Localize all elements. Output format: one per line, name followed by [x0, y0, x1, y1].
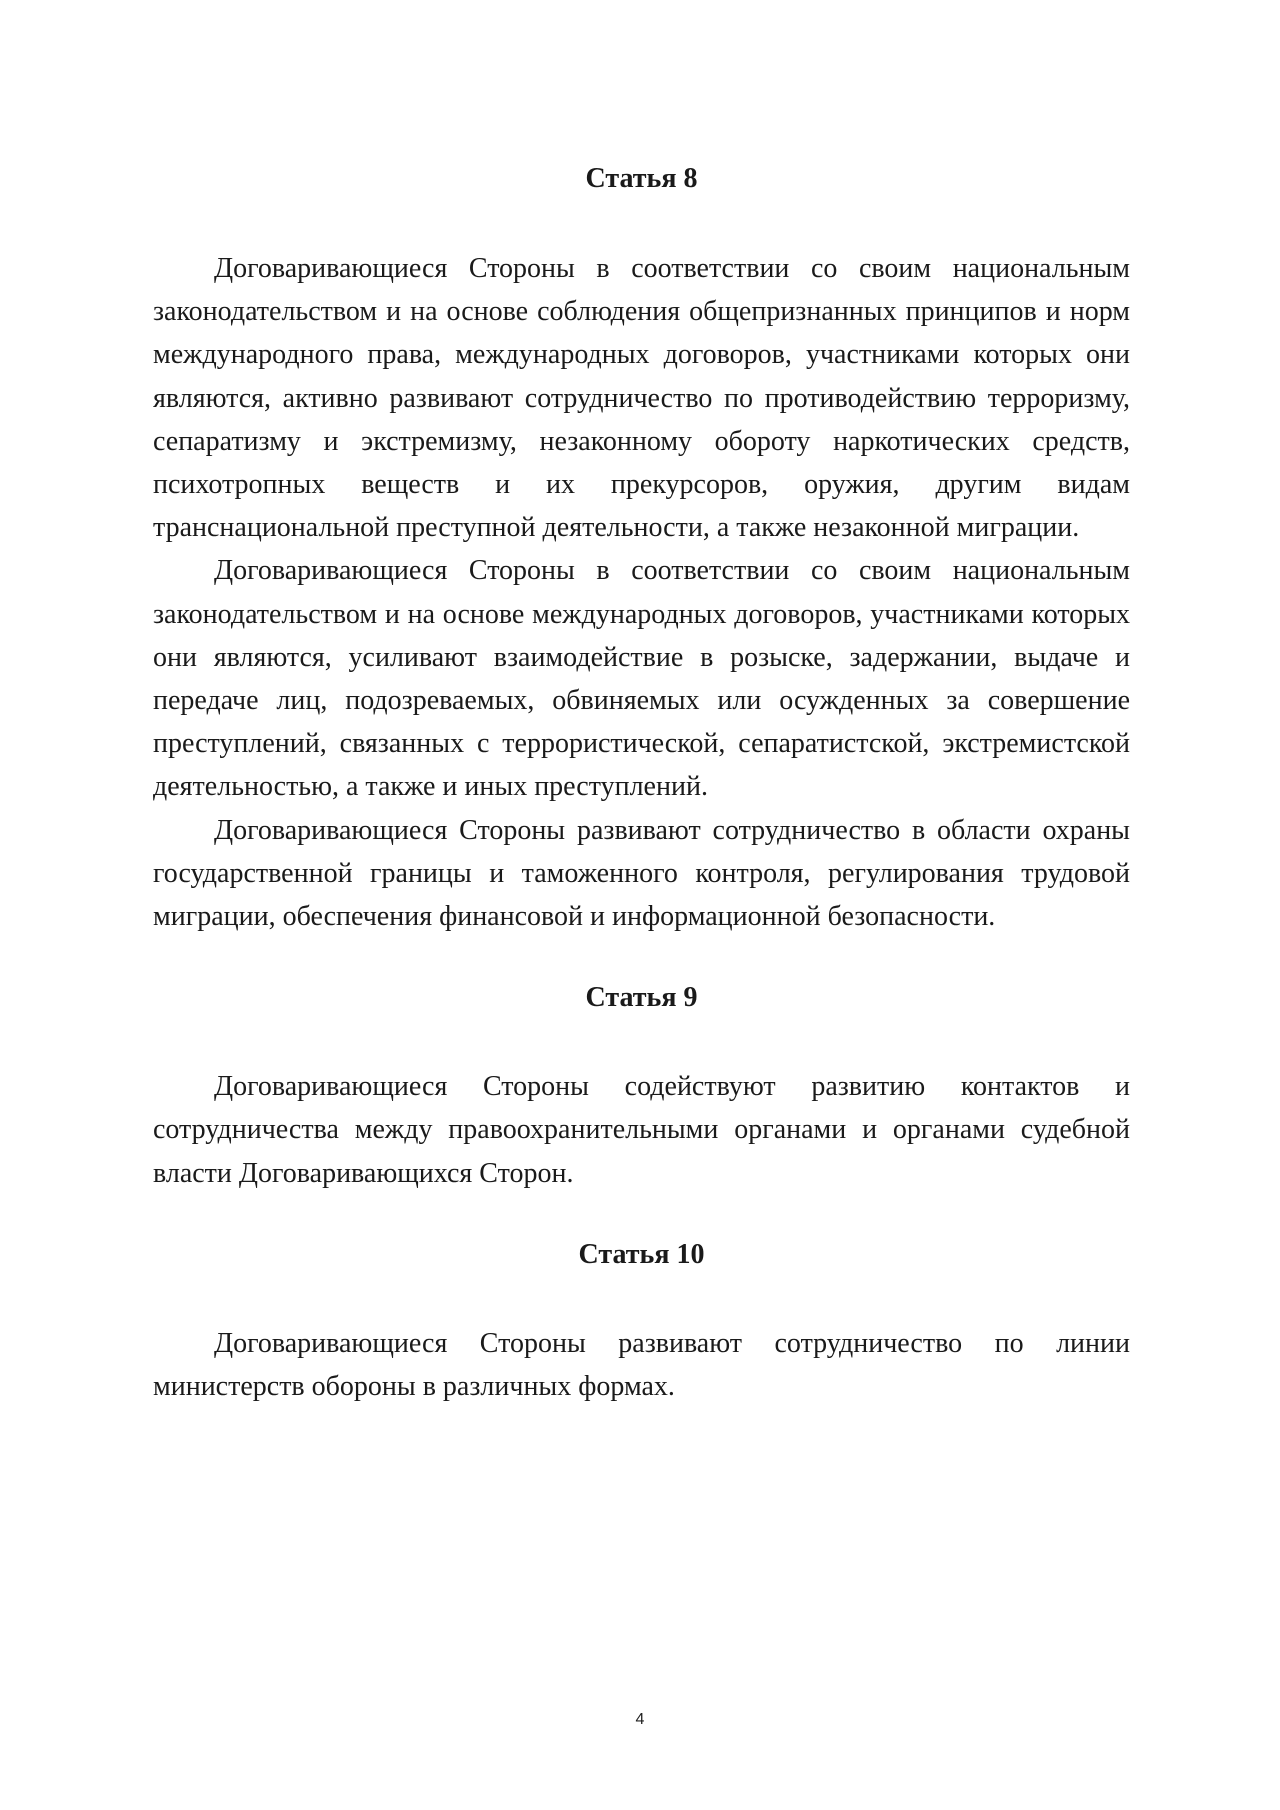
- article-9-paragraph-1: Договаривающиеся Стороны содействуют развитию контактов и сотрудничества между правоохранительными органами и органами судебной власти Договаривающихся Сторон.: [153, 1071, 1130, 1189]
- document-content: [153, 150, 1130, 1408]
- article-8-body: [153, 247, 1130, 938]
- article-10-title: Статья 10: [578, 1238, 705, 1270]
- article-8-paragraph-2: Договаривающиеся Стороны в соответствии со своим национальным законодательством и на основе международных договоров, участниками которых они являются, усиливают взаимодействие в розыске, задержании, выдаче и передаче лиц, подозреваемых, обвиняемых или осужденных за совершение преступлений, связанных с террористической, сепаратистской, экстремистской деятельностью, а также и иных преступлений.: [153, 555, 1130, 803]
- article-8-paragraph-3: Договаривающиеся Стороны развивают сотрудничество в области охраны государственной границы и таможенного контроля, регулирования трудовой миграции, обеспечения финансовой и информационной безопасности.: [153, 814, 1130, 933]
- page-number: 4: [635, 1711, 645, 1728]
- article-8-paragraph-1: Договаривающиеся Стороны в соответствии со своим национальным законодательством и на основе соблюдения общепризнанных принципов и норм международного права, международных договоров, участниками которых они являются, активно развивают сотрудничество по противодействию терроризму, сепаратизму и экстремизму, незаконному обороту наркотических средств, психотропных веществ и их прекурсоров, оружия, другим видам транснациональной преступной деятельности, а также незаконной миграции.: [153, 253, 1130, 544]
- article-9-body: [153, 1065, 1130, 1195]
- article-9-title: Статья 9: [585, 982, 698, 1014]
- article-8-title: Статья 8: [585, 163, 698, 194]
- article-10-body: [153, 1322, 1130, 1408]
- article-10-paragraph-1: Договаривающиеся Стороны развивают сотрудничество по линии министерств обороны в различных формах.: [153, 1327, 1130, 1403]
